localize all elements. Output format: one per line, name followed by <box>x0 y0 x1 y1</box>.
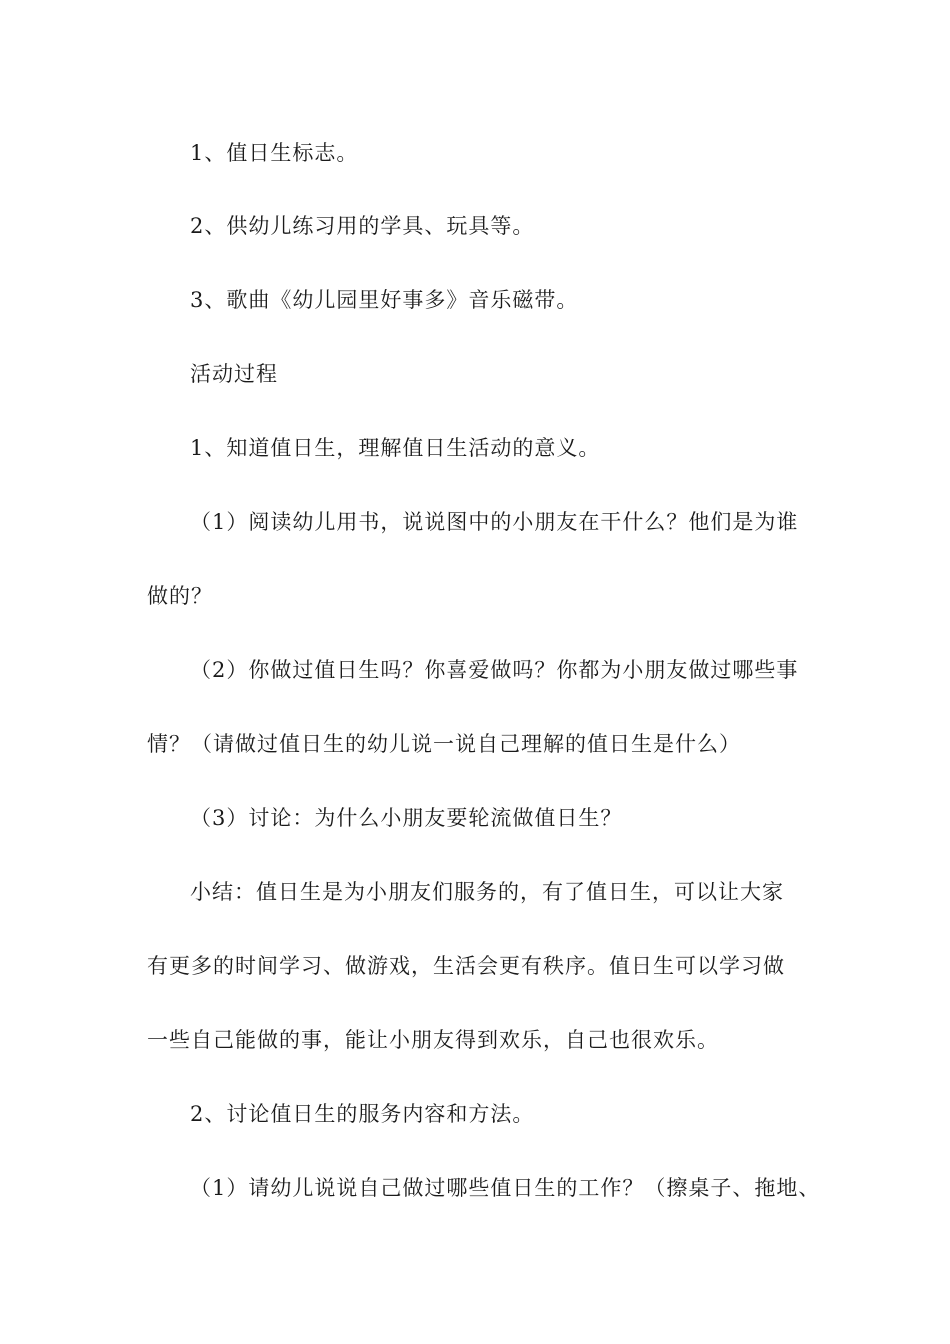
summary-line-3: 一些自己能做的事，能让小朋友得到欢乐，自己也很欢乐。 <box>147 1028 719 1052</box>
summary-line-2: 有更多的时间学习、做游戏，生活会更有秩序。值日生可以学习做 <box>147 954 785 978</box>
summary-line-1: 小结：值日生是为小朋友们服务的，有了值日生，可以让大家 <box>190 880 784 904</box>
question-1-line-1: （1）阅读幼儿用书，说说图中的小朋友在干什么？他们是为谁 <box>190 510 799 534</box>
section-heading-activity-process: 活动过程 <box>190 362 278 386</box>
material-item-1: 1、值日生标志。 <box>190 141 359 165</box>
material-item-3: 3、歌曲《幼儿园里好事多》音乐磁带。 <box>190 288 579 312</box>
step-1-heading: 1、知道值日生，理解值日生活动的意义。 <box>190 436 601 460</box>
step-2-heading: 2、讨论值日生的服务内容和方法。 <box>190 1102 535 1126</box>
material-item-2: 2、供幼儿练习用的学具、玩具等。 <box>190 214 535 238</box>
question-2-line-1: （2）你做过值日生吗？你喜爱做吗？你都为小朋友做过哪些事 <box>190 658 799 682</box>
question-2-line-2: 情？（请做过值日生的幼儿说一说自己理解的值日生是什么） <box>147 732 741 756</box>
question-1-line-2: 做的？ <box>147 584 213 608</box>
question-3: （3）讨论：为什么小朋友要轮流做值日生？ <box>190 806 623 830</box>
step-2-question-1: （1）请幼儿说说自己做过哪些值日生的工作？（擦桌子、拖地、 <box>190 1176 821 1200</box>
